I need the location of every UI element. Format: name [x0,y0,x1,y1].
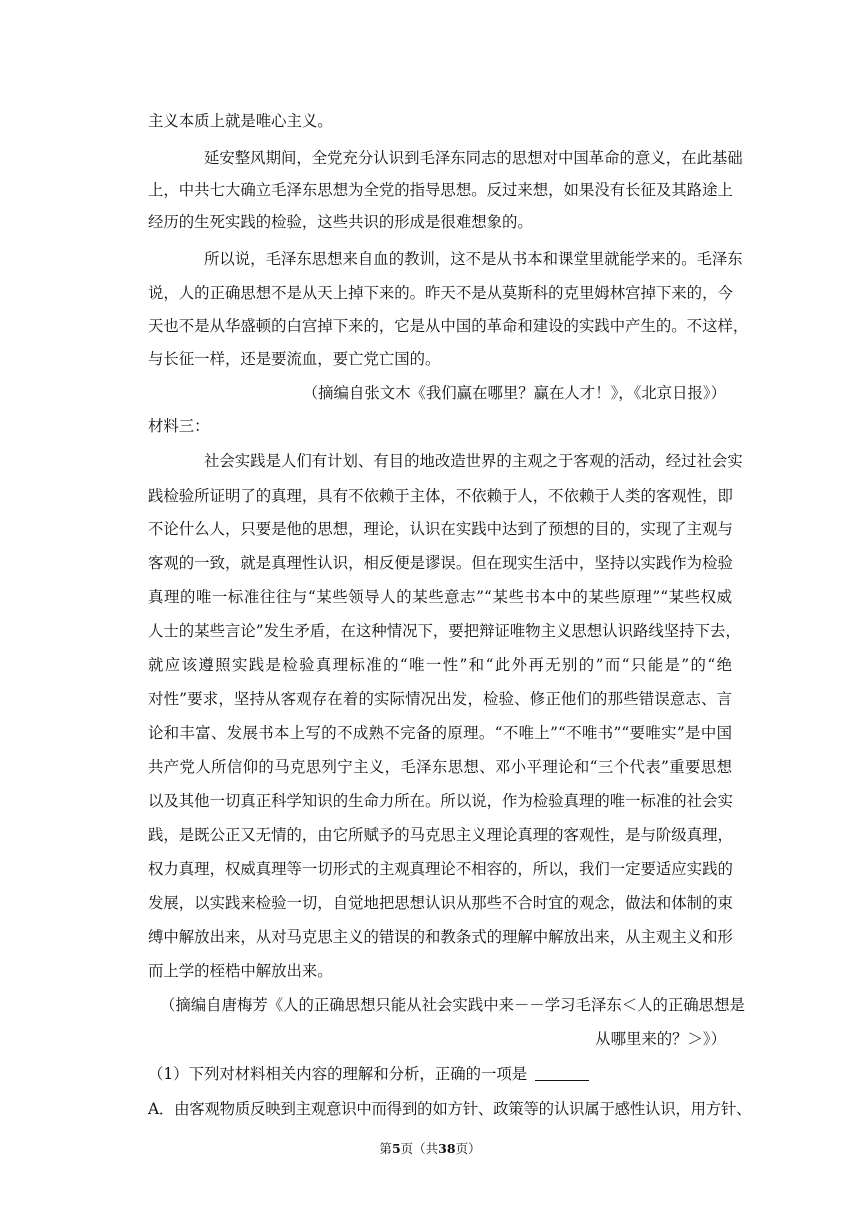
paragraph-line: 对性”要求，坚持从客观存在着的实际情况出发，检验、修正他们的那些错误意志、言 [148,690,732,708]
paragraph-line: 客观的一致，就是真理性认识，相反便是谬误。但在现实生活中，坚持以实践作为检验 [148,554,733,572]
section-heading: 材料三： [148,417,210,435]
paragraph-line: 就应该遵照实践是检验真理标准的“唯一性”和“此外再无别的”而“只能是”的“绝 [148,656,732,674]
question-text: （1）下列对材料相关内容的理解和分析，正确的一项是 [148,1065,528,1083]
page-total: 38 [438,1141,456,1156]
paragraph-line: 真理的唯一标准往往与“某些领导人的某些意志”“某些书本中的某些原理”“某些权威 [148,588,732,606]
paragraph-line: 社会实践是人们有计划、有目的地改造世界的主观之于客观的活动，经过社会实 [204,452,743,470]
answer-blank[interactable] [535,1066,589,1081]
footer-prefix: 第 [379,1141,392,1156]
paragraph-line: 人士的某些言论”发生矛盾，在这种情况下，要把辩证唯物主义思想认识路线坚持下去， [148,622,741,640]
paragraph-line: 与长征一样，还是要流血，要亡党亡国的。 [148,350,441,368]
page-footer [0,1141,860,1157]
paragraph-line: 以及其他一切真正科学知识的生命力所在。所以说，作为检验真理的唯一标准的社会实 [148,792,733,810]
paragraph-line: 践，是既公正又无情的，由它所赋予的马克思主义理论真理的客观性，是与阶级真理， [148,826,733,844]
paragraph-line: 发展，以实践来检验一切，自觉地把思想认识从那些不合时宜的观念，做法和体制的束 [148,894,733,912]
paragraph-line: 而上学的桎梏中解放出来。 [148,962,333,980]
paragraph-line: 共产党人所信仰的马克思列宁主义，毛泽东思想、邓小平理论和“三个代表”重要思想 [148,758,732,776]
paragraph-line: 延安整风期间，全党充分认识到毛泽东同志的思想对中国革命的意义，在此基础 [204,149,743,167]
question-stem [148,1064,732,1084]
paragraph-line: 权力真理，权威真理等一切形式的主观真理论不相容的，所以，我们一定要适应实践的 [148,860,733,878]
paragraph-line: 主义本质上就是唯心主义。 [148,112,333,130]
page-number: 5 [391,1141,401,1156]
paragraph-line: 论和丰富、发展书本上写的不成熟不完备的原理。“不唯上”“不唯书”“要唯实”是中国 [148,724,732,742]
footer-suffix: 页） [455,1141,481,1156]
paragraph-line: 不论什么人，只要是他的思想，理论，认识在实践中达到了预想的目的，实现了主观与 [148,520,733,538]
paragraph-line: 践检验所证明了的真理，具有不依赖于主体，不依赖于人，不依赖于人类的客观性，即 [148,487,733,505]
paragraph-line: 所以说，毛泽东思想来自血的教训，这不是从书本和课堂里就能学来的。毛泽东 [204,250,743,268]
source-citation: （摘编自张文木《我们赢在哪里？赢在人才！》，《北京日报》） [302,384,726,402]
footer-mid: 页（共 [400,1141,439,1156]
paragraph-line: 缚中解放出来，从对马克思主义的错误的和教条式的理解中解放出来，从主观主义和形 [148,928,733,946]
paragraph-line: 经历的生死实践的检验，这些共识的形成是很难想象的。 [148,213,533,231]
paragraph-line: 天也不是从华盛顿的白宫掉下来的，它是从中国的革命和建设的实践中产生的。不这样， [148,317,749,335]
source-citation: 从哪里来的？＞》） [595,1030,726,1048]
paragraph-line: 说，人的正确思想不是从天上掉下来的。昨天不是从莫斯科的克里姆林宫掉下来的，今 [148,284,733,302]
paragraph-line: 上，中共七大确立毛泽东思想为全党的指导思想。反过来想，如果没有长征及其路途上 [148,181,733,199]
source-citation: （摘编自唐梅芳《人的正确思想只能从社会实践中来－－学习毛泽东＜人的正确思想是 [160,996,745,1014]
answer-option-a: A．由客观物质反映到主观意识中而得到的如方针、政策等的认识属于感性认识，用方针、 [148,1100,752,1118]
